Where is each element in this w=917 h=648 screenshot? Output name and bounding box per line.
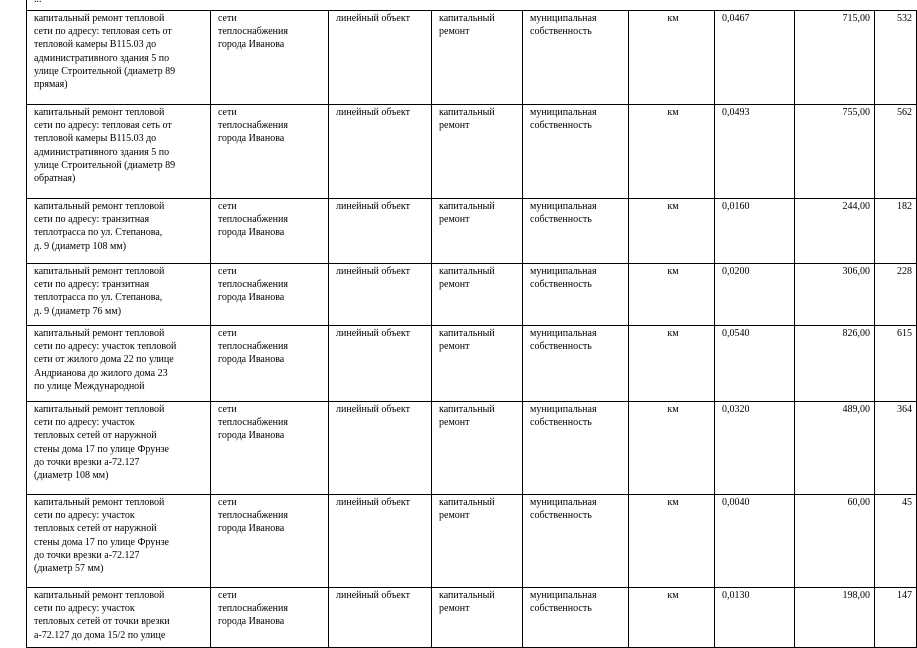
ownership-cell-line: собственность bbox=[530, 341, 592, 353]
ownership-cell-line: собственность bbox=[530, 417, 592, 429]
work-type-cell-line: ремонт bbox=[439, 26, 470, 38]
network-cell-line: города Иванова bbox=[218, 354, 285, 366]
network-cell-line: теплоснабжения bbox=[218, 510, 288, 522]
object-name-cell-line: капитальный ремонт тепловой bbox=[34, 266, 165, 277]
unit-cell: км bbox=[629, 199, 715, 264]
work-type-cell-line: капитальный bbox=[439, 107, 495, 118]
object-name-cell-line: тепловых сетей от точки врезки bbox=[34, 616, 170, 628]
object-name-cell-line: капитальный ремонт тепловой bbox=[34, 201, 165, 212]
table-row bbox=[27, 11, 917, 105]
network-cell-line: теплоснабжения bbox=[218, 603, 288, 615]
network-cell-line: города Иванова bbox=[218, 523, 285, 535]
length-cell: 0,0467 bbox=[715, 11, 795, 105]
network-cell-line: сети bbox=[218, 404, 237, 415]
table-row bbox=[27, 105, 917, 199]
object-name-cell-line: по улице Международной bbox=[34, 380, 145, 392]
ownership-cell-line: муниципальная bbox=[530, 497, 597, 508]
cost-cell: 826,00 bbox=[795, 326, 875, 402]
work-type-cell bbox=[432, 264, 523, 326]
ownership-cell bbox=[523, 588, 629, 648]
network-cell bbox=[211, 495, 329, 588]
work-type-cell-line: ремонт bbox=[439, 510, 470, 522]
ownership-cell bbox=[523, 495, 629, 588]
object-name-cell-line: административного здания 5 по bbox=[34, 52, 170, 64]
object-name-cell-line: тепловых сетей от наружной bbox=[34, 523, 157, 535]
cost-cell: 60,00 bbox=[795, 495, 875, 588]
object-name-cell bbox=[27, 495, 211, 588]
network-cell bbox=[211, 199, 329, 264]
cost-cell: 755,00 bbox=[795, 105, 875, 199]
network-cell bbox=[211, 402, 329, 495]
object-name-cell bbox=[27, 105, 211, 199]
object-name-cell-line: до точки врезки а-72.127 bbox=[34, 549, 140, 561]
object-name-cell-line: капитальный ремонт тепловой bbox=[34, 107, 165, 118]
cut-value-cell: 228 bbox=[875, 264, 917, 326]
length-cell: 0,0540 bbox=[715, 326, 795, 402]
work-type-cell-line: капитальный bbox=[439, 497, 495, 508]
table-row bbox=[27, 264, 917, 326]
object-name-cell-line: улице Строительной (диаметр 89 bbox=[34, 65, 176, 77]
object-name-cell-line: стены дома 17 по улице Фрунзе bbox=[34, 536, 169, 548]
network-cell-line: города Иванова bbox=[218, 430, 285, 442]
network-cell bbox=[211, 105, 329, 199]
table-row bbox=[27, 495, 917, 588]
header-fragment bbox=[34, 0, 42, 6]
object-name-cell-line: д. 9 (диаметр 76 мм) bbox=[34, 305, 122, 317]
object-name-cell-line: тепловых сетей от наружной bbox=[34, 430, 157, 442]
object-name-cell-line: сети по адресу: участок тепловой bbox=[34, 341, 177, 353]
ownership-cell bbox=[523, 326, 629, 402]
ownership-cell-line: муниципальная bbox=[530, 107, 597, 118]
object-name-cell bbox=[27, 588, 211, 648]
work-type-cell-line: капитальный bbox=[439, 201, 495, 212]
network-cell-line: города Иванова bbox=[218, 292, 285, 304]
network-cell bbox=[211, 588, 329, 648]
ownership-cell bbox=[523, 11, 629, 105]
object-name-cell-line: теплотрасса по ул. Степанова, bbox=[34, 292, 163, 304]
table-row bbox=[27, 199, 917, 264]
ownership-cell-line: собственность bbox=[530, 26, 592, 38]
cut-value-cell: 182 bbox=[875, 199, 917, 264]
work-type-cell-line: капитальный bbox=[439, 590, 495, 601]
object-type-cell: линейный объект bbox=[329, 402, 432, 495]
work-type-cell bbox=[432, 199, 523, 264]
object-name-cell-line: капитальный ремонт тепловой bbox=[34, 497, 165, 508]
network-cell-line: города Иванова bbox=[218, 39, 285, 51]
network-cell-line: теплоснабжения bbox=[218, 214, 288, 226]
object-name-cell bbox=[27, 11, 211, 105]
network-cell-line: теплоснабжения bbox=[218, 120, 288, 132]
object-type-cell: линейный объект bbox=[329, 199, 432, 264]
network-cell-line: города Иванова bbox=[218, 227, 285, 239]
work-type-cell bbox=[432, 402, 523, 495]
unit-cell: км bbox=[629, 588, 715, 648]
ownership-cell bbox=[523, 199, 629, 264]
network-cell-line: теплоснабжения bbox=[218, 26, 288, 38]
work-type-cell-line: ремонт bbox=[439, 603, 470, 615]
cut-value-cell: 532 bbox=[875, 11, 917, 105]
work-type-cell-line: капитальный bbox=[439, 266, 495, 277]
ownership-cell-line: собственность bbox=[530, 214, 592, 226]
network-cell-line: сети bbox=[218, 328, 237, 339]
object-name-cell-line: сети по адресу: транзитная bbox=[34, 279, 150, 291]
object-name-cell-line: сети по адресу: участок bbox=[34, 510, 135, 522]
ownership-cell-line: муниципальная bbox=[530, 404, 597, 415]
length-cell: 0,0130 bbox=[715, 588, 795, 648]
object-name-cell-line: сети по адресу: транзитная bbox=[34, 214, 150, 226]
network-cell bbox=[211, 11, 329, 105]
work-type-cell bbox=[432, 588, 523, 648]
object-name-cell-line: сети по адресу: участок bbox=[34, 417, 135, 429]
object-type-cell: линейный объект bbox=[329, 588, 432, 648]
object-type-cell: линейный объект bbox=[329, 105, 432, 199]
object-name-cell-line: сети по адресу: участок bbox=[34, 603, 135, 615]
unit-cell: км bbox=[629, 326, 715, 402]
object-name-cell-line: (диаметр 57 мм) bbox=[34, 563, 104, 575]
unit-cell: км bbox=[629, 402, 715, 495]
network-cell-line: сети bbox=[218, 107, 237, 118]
work-type-cell bbox=[432, 11, 523, 105]
work-type-cell-line: капитальный bbox=[439, 404, 495, 415]
object-name-cell-line: капитальный ремонт тепловой bbox=[34, 590, 165, 601]
object-name-cell-line: (диаметр 108 мм) bbox=[34, 470, 109, 482]
ownership-cell-line: муниципальная bbox=[530, 13, 597, 24]
table-row bbox=[27, 588, 917, 648]
object-name-cell-line: капитальный ремонт тепловой bbox=[34, 13, 165, 24]
object-name-cell-line: капитальный ремонт тепловой bbox=[34, 328, 165, 339]
network-cell-line: теплоснабжения bbox=[218, 341, 288, 353]
cost-cell: 489,00 bbox=[795, 402, 875, 495]
network-cell-line: города Иванова bbox=[218, 133, 285, 145]
object-name-cell-line: до точки врезки а-72.127 bbox=[34, 456, 140, 468]
object-name-cell-line: сети по адресу: тепловая сеть от bbox=[34, 120, 172, 132]
ownership-cell bbox=[523, 264, 629, 326]
object-name-cell bbox=[27, 264, 211, 326]
length-cell: 0,0040 bbox=[715, 495, 795, 588]
cut-value-cell: 562 bbox=[875, 105, 917, 199]
work-type-cell bbox=[432, 495, 523, 588]
object-type-cell: линейный объект bbox=[329, 326, 432, 402]
ownership-cell-line: муниципальная bbox=[530, 328, 597, 339]
object-name-cell-line: стены дома 17 по улице Фрунзе bbox=[34, 443, 169, 455]
length-cell: 0,0160 bbox=[715, 199, 795, 264]
cut-value-cell: 364 bbox=[875, 402, 917, 495]
network-cell-line: сети bbox=[218, 497, 237, 508]
length-cell: 0,0200 bbox=[715, 264, 795, 326]
ownership-cell-line: муниципальная bbox=[530, 266, 597, 277]
unit-cell: км bbox=[629, 264, 715, 326]
object-type-cell: линейный объект bbox=[329, 11, 432, 105]
object-name-cell-line: Андрианова до жилого дома 23 bbox=[34, 367, 168, 379]
work-type-cell-line: капитальный bbox=[439, 13, 495, 24]
network-cell-line: теплоснабжения bbox=[218, 417, 288, 429]
ownership-cell-line: муниципальная bbox=[530, 201, 597, 212]
object-name-cell-line: а-72.127 до дома 15/2 по улице bbox=[34, 629, 166, 641]
work-type-cell-line: ремонт bbox=[439, 341, 470, 353]
object-name-cell-line: сети по адресу: тепловая сеть от bbox=[34, 26, 172, 38]
cut-value-cell: 45 bbox=[875, 495, 917, 588]
ownership-cell-line: собственность bbox=[530, 510, 592, 522]
ownership-cell-line: собственность bbox=[530, 603, 592, 615]
cost-cell: 244,00 bbox=[795, 199, 875, 264]
cost-cell: 306,00 bbox=[795, 264, 875, 326]
table-row bbox=[27, 402, 917, 495]
object-name-cell-line: обратная) bbox=[34, 173, 76, 185]
work-type-cell-line: ремонт bbox=[439, 279, 470, 291]
object-name-cell-line: теплотрасса по ул. Степанова, bbox=[34, 227, 163, 239]
length-cell: 0,0493 bbox=[715, 105, 795, 199]
object-type-cell: линейный объект bbox=[329, 495, 432, 588]
network-cell bbox=[211, 264, 329, 326]
cost-cell: 715,00 bbox=[795, 11, 875, 105]
network-cell-line: теплоснабжения bbox=[218, 279, 288, 291]
network-cell-line: сети bbox=[218, 13, 237, 24]
object-name-cell-line: капитальный ремонт тепловой bbox=[34, 404, 165, 415]
table-row bbox=[27, 326, 917, 402]
work-type-cell-line: капитальный bbox=[439, 328, 495, 339]
unit-cell: км bbox=[629, 495, 715, 588]
network-cell-line: сети bbox=[218, 201, 237, 212]
network-cell-line: сети bbox=[218, 590, 237, 601]
work-type-cell bbox=[432, 326, 523, 402]
object-name-cell-line: тепловой камеры В115.03 до bbox=[34, 133, 157, 145]
objects-table bbox=[26, 10, 917, 648]
object-name-cell bbox=[27, 402, 211, 495]
object-name-cell-line: д. 9 (диаметр 108 мм) bbox=[34, 240, 127, 252]
object-name-cell-line: улице Строительной (диаметр 89 bbox=[34, 159, 176, 171]
work-type-cell-line: ремонт bbox=[439, 417, 470, 429]
unit-cell: км bbox=[629, 11, 715, 105]
object-name-cell bbox=[27, 199, 211, 264]
object-name-cell bbox=[27, 326, 211, 402]
network-cell-line: сети bbox=[218, 266, 237, 277]
ownership-cell-line: муниципальная bbox=[530, 590, 597, 601]
object-type-cell: линейный объект bbox=[329, 264, 432, 326]
cut-value-cell: 147 bbox=[875, 588, 917, 648]
length-cell: 0,0320 bbox=[715, 402, 795, 495]
network-cell bbox=[211, 326, 329, 402]
ownership-cell-line: собственность bbox=[530, 120, 592, 132]
object-name-cell-line: сети от жилого дома 22 по улице bbox=[34, 354, 174, 366]
ownership-cell bbox=[523, 402, 629, 495]
work-type-cell-line: ремонт bbox=[439, 120, 470, 132]
object-name-cell-line: административного здания 5 по bbox=[34, 146, 170, 158]
work-type-cell bbox=[432, 105, 523, 199]
cost-cell: 198,00 bbox=[795, 588, 875, 648]
unit-cell: км bbox=[629, 105, 715, 199]
object-name-cell-line: прямая) bbox=[34, 79, 68, 91]
cut-value-cell: 615 bbox=[875, 326, 917, 402]
work-type-cell-line: ремонт bbox=[439, 214, 470, 226]
ownership-cell-line: собственность bbox=[530, 279, 592, 291]
ownership-cell bbox=[523, 105, 629, 199]
object-name-cell-line: тепловой камеры В115.03 до bbox=[34, 39, 157, 51]
network-cell-line: города Иванова bbox=[218, 616, 285, 628]
